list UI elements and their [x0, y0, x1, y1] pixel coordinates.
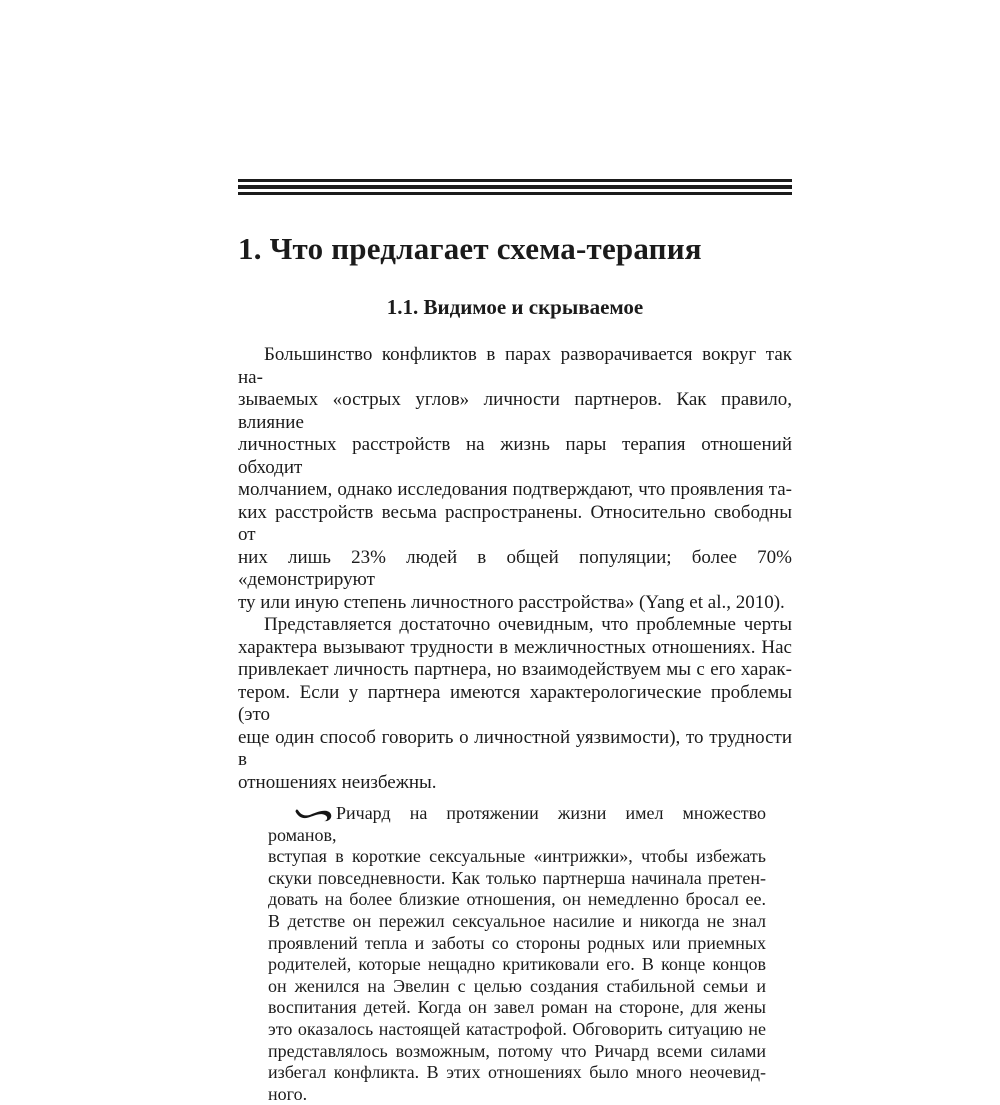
- chapter-divider-rule: [238, 179, 792, 195]
- body-paragraph: Большинство конфликтов в парах разворачивается вокруг так на- зываемых «острых углов» личности партнеров. Как правило, влияние личностных расстройств на жизнь пары терапия отношений обходит молчанием, однако исследования подтверждают, что проявления та- ких расстройств весьма распространены. Относительно свободны от них лишь 23% людей в общей популяции; более 70% «демонстрируют ту или иную степень личностного расстройства» (Yang et al., 2010).: [238, 344, 792, 613]
- section-title: 1.1. Видимое и скрываемое: [386, 295, 644, 319]
- case-example-text: Ричард на протяжении жизни имел множество романов, вступая в короткие сексуальные «интрижки», чтобы избежать скуки повседневности. Как только партнерша начинала претен- довать на более близкие отношения, он немедленно бросал ее. В детстве он пережил сексуальное насилие и никогда не знал проявлений тепла и заботы со стороны родных или приемных родителей, которые нещадно критиковали его. В конце концов он женился на Эвелин с целью создания стабильной семьи и воспитания детей. Когда он завел роман на стороне, для жены это оказалось настоящей катастрофой. Обговорить ситуацию не представлялось возможным, потому что Ричард всеми силами избегал конфликта. В этих отношениях было много неочевид- ного.: [268, 803, 766, 1104]
- chapter-title: 1. Что предлагает схема-терапия: [238, 231, 702, 266]
- swash-fleuron-icon: [294, 806, 332, 822]
- body-paragraph: Представляется достаточно очевидным, что проблемные черты характера вызывают трудности в межличностных отношениях. Нас привлекает личность партнера, но взаимодействуем мы с его харак- тером. Если у партнера имеются характерологические проблемы (это еще один способ говорить о личностной уязвимости), то трудности в отношениях неизбежны.: [238, 614, 792, 793]
- page-content-column: [238, 179, 792, 1105]
- case-example-block: [268, 803, 766, 1105]
